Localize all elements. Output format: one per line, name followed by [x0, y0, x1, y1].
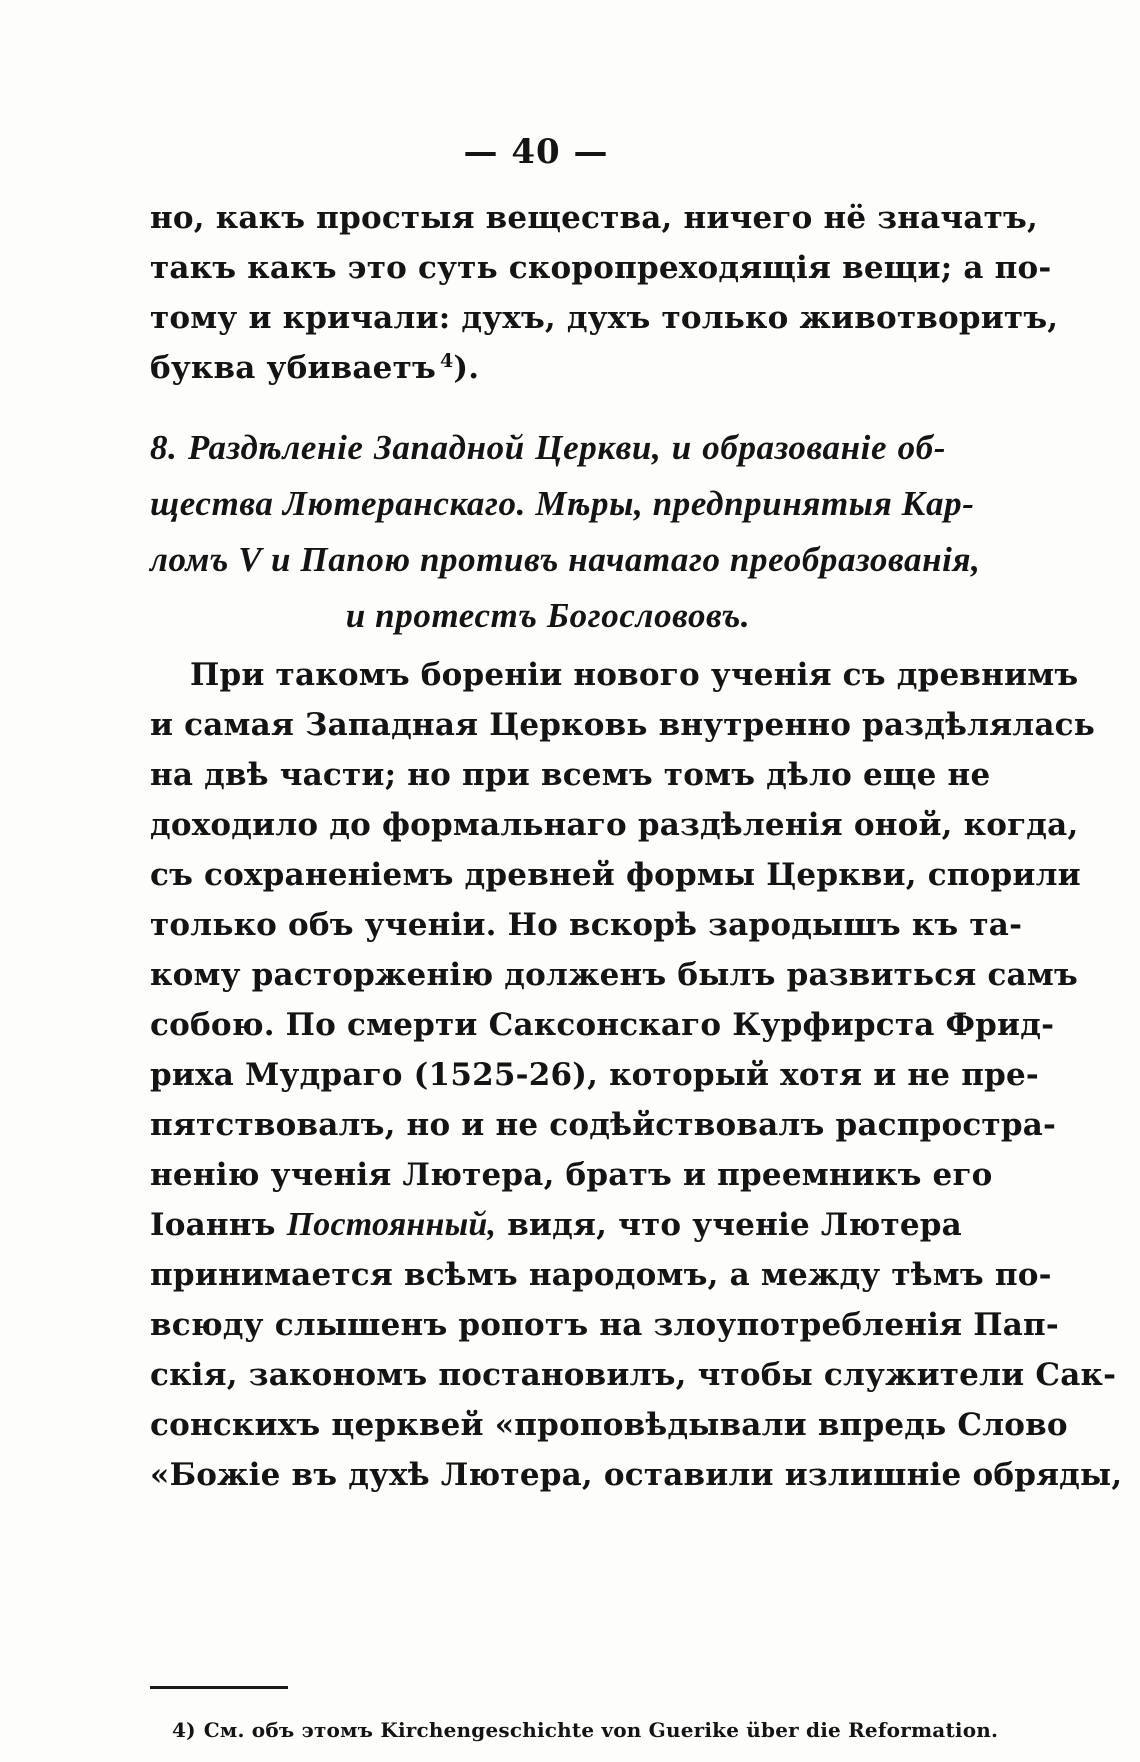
footnote-divider [150, 1686, 288, 1689]
text-line: ненію ученія Лютера, братъ и преемникъ его [150, 1157, 993, 1193]
person-name: Іоаннъ [150, 1207, 276, 1243]
footnote-reference: 4 [439, 350, 454, 372]
text-line [150, 1200, 962, 1250]
text-line: всюду слышенъ ропотъ на злоупотребленія Пап- [150, 1307, 1059, 1343]
section-heading [150, 420, 981, 644]
text-line: скія, закономъ постановилъ, чтобы служители Сак- [150, 1357, 1117, 1393]
footnote-text: См. объ этомъ Kirchengeschichte von Guerike über die Reformation. [203, 1718, 999, 1742]
text-line: съ сохраненіемъ древней формы Церкви, спорили [150, 857, 1081, 893]
text-line: такъ какъ это суть скоропреходящія вещи; а по- [150, 250, 1052, 286]
intro-text [150, 193, 1059, 393]
text-line: доходило до формальнаго раздѣленія оной, когда, [150, 807, 1079, 843]
text-line: на двѣ части; но при всемъ томъ дѣло еще не [150, 757, 991, 793]
text-fragment: видя, что ученіе Лютера [507, 1207, 962, 1243]
page-number: — 40 — [463, 132, 609, 172]
text-line: При такомъ бореніи нового ученія съ древнимъ [190, 657, 1079, 693]
text-line: собою. По смерти Саксонскаго Курфирста Фрид- [150, 1007, 1055, 1043]
text-line: пятствовалъ, но и не содѣйствовалъ распростра- [150, 1107, 1057, 1143]
text-fragment: буква убиваетъ [150, 350, 436, 386]
text-line [150, 343, 946, 393]
heading-line: ломъ V и Папою противъ начатаго преобразованія, [150, 540, 981, 579]
text-line: и самая Западная Церковь внутренно раздѣлялась [150, 707, 1095, 743]
text-line: сонскихъ церквей «проповѣдывали впредь Слово [150, 1407, 1068, 1443]
person-epithet: Постоянный, [286, 1206, 497, 1243]
text-line: кому расторженію долженъ былъ развиться самъ [150, 957, 1078, 993]
main-paragraph [150, 650, 1123, 1500]
text-line: «Божіе въ духѣ Лютера, оставили излишніе обряды, [150, 1457, 1123, 1493]
heading-line: 8. Раздѣленіе Западной Церкви, и образованіе об- [150, 428, 946, 467]
heading-line: щества Лютеранскаго. Мѣры, предпринятыя Кар- [150, 484, 975, 523]
heading-line: и протестъ Богослововъ. [345, 596, 751, 635]
text-line: только объ ученіи. Но вскорѣ зародышъ къ та- [150, 907, 1023, 943]
footnote [172, 1718, 999, 1742]
text-line: риха Мудраго (1525-26), который хотя и не пре- [150, 1057, 1039, 1093]
text-line: принимается всѣмъ народомъ, а между тѣмъ по- [150, 1257, 1052, 1293]
text-line: но, какъ простыя вещества, ничего нё значатъ, [150, 200, 1038, 236]
text-fragment: ). [453, 350, 480, 386]
text-line: тому и кричали: духъ, духъ только животворитъ, [150, 300, 1059, 336]
footnote-mark: 4) [172, 1718, 196, 1742]
